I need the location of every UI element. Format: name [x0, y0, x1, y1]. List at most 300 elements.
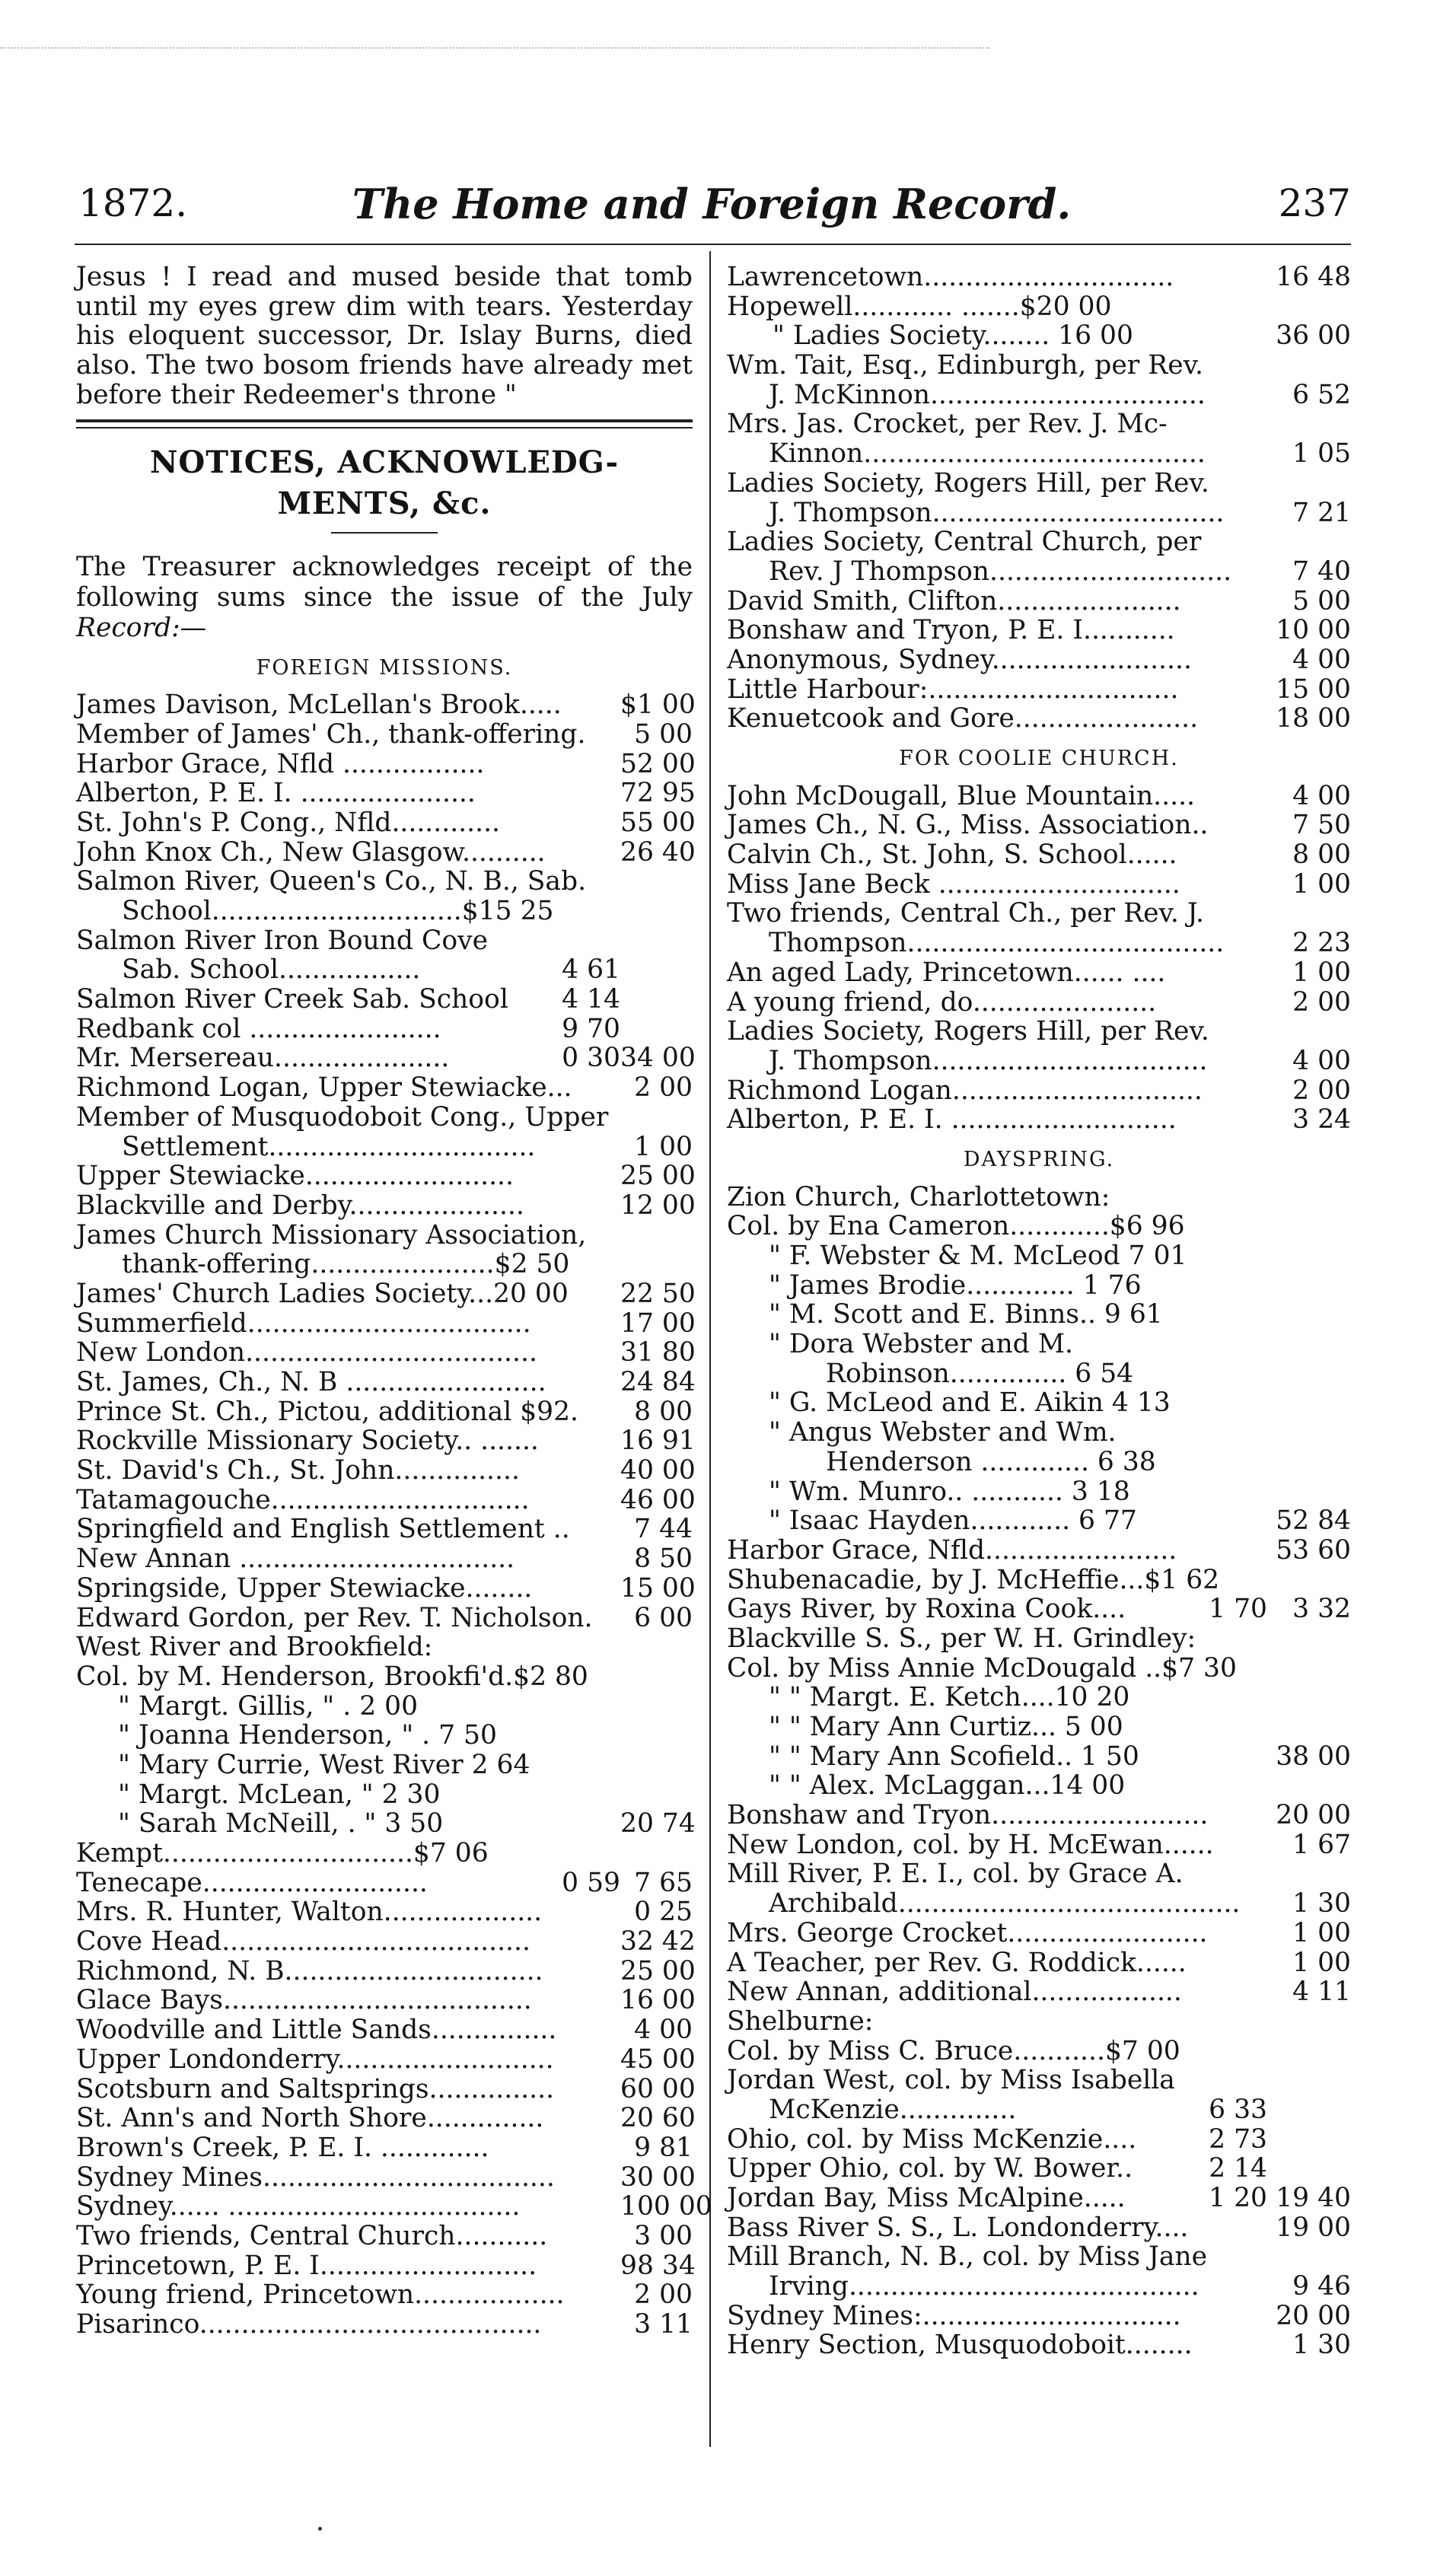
entry-text: Edward Gordon, per Rev. T. Nicholson.	[76, 1602, 593, 1633]
treasurer-text: The Treasurer acknowledges receipt of the following sums since the issue of the July	[76, 551, 693, 613]
entry-text: " Wm. Munro.. ........... 3 18	[769, 1476, 1130, 1507]
total-amount: 4 00	[1292, 1045, 1351, 1076]
total-amount: 1 67	[1292, 1829, 1351, 1860]
total-amount: 1 30	[1292, 1888, 1351, 1919]
total-amount: 3 00	[634, 2220, 693, 2251]
ledger-row	[727, 1683, 1351, 1712]
total-amount: 1 30	[1292, 2330, 1351, 2361]
ledger-row	[76, 2133, 693, 2163]
ledger-row	[76, 1190, 696, 1221]
ledger-row	[727, 292, 1351, 322]
treasurer-statement	[76, 552, 693, 643]
subtotal-amount: 0 59	[562, 1867, 620, 1898]
ledger-row	[727, 1624, 1351, 1654]
ledger-row	[727, 587, 1351, 616]
ledger-row	[76, 1926, 696, 1958]
entry-text: James' Church Ladies Society...20 00	[76, 1278, 569, 1309]
entry-text: Ladies Society, Rogers Hill, per Rev.	[727, 1016, 1209, 1047]
ledger-row	[727, 1212, 1351, 1241]
ledger-row	[727, 2184, 1351, 2213]
record-italic: Record:—	[76, 612, 207, 643]
total-amount: 1 00	[1292, 1947, 1351, 1978]
stray-mark	[318, 2527, 322, 2531]
entry-text: Brown's Creek, P. E. I. .............	[76, 2132, 489, 2163]
ledger-row	[727, 499, 1351, 528]
ledger-row	[76, 2310, 693, 2340]
notices-title-line1: NOTICES, ACKNOWLEDG-	[149, 444, 620, 480]
ledger-row	[727, 675, 1351, 705]
entry-text: Scotsburn and Saltsprings...............	[76, 2073, 555, 2104]
ledger-row	[727, 1047, 1351, 1076]
entry-text: Irving..........................................	[769, 2271, 1200, 2302]
total-amount: 20 74	[620, 1808, 696, 1840]
entry-text: Anonymous, Sydney........................	[727, 644, 1192, 675]
intro-paragraph	[76, 263, 693, 410]
total-amount: 3 32	[1292, 1594, 1351, 1625]
ledger-row	[76, 2191, 712, 2222]
ledger-row	[76, 1604, 693, 1633]
entry-text: " Angus Webster and Wm.	[769, 1417, 1117, 1448]
total-amount: 0 25	[634, 1897, 693, 1928]
ledger-row	[727, 929, 1351, 958]
entry-text: St. James, Ch., N. B ........................	[76, 1367, 546, 1398]
entry-text: New London, col. by H. McEwan......	[727, 1829, 1214, 1860]
scan-artifact	[0, 47, 989, 65]
total-amount: $1 00	[620, 690, 696, 721]
entry-text: Tenecape...........................	[76, 1867, 428, 1898]
total-amount: 1 00	[634, 1131, 693, 1162]
ledger-row	[727, 2242, 1351, 2272]
ledger-row	[76, 807, 696, 838]
ledger-row	[76, 1221, 693, 1250]
entry-text: Bass River S. S., L. Londonderry....	[727, 2212, 1189, 2243]
right-column	[727, 263, 1351, 2360]
total-amount: 20 00	[1276, 2300, 1351, 2331]
total-amount: 12 00	[620, 1190, 696, 1221]
total-amount: 26 40	[620, 836, 696, 868]
entry-text: Jordan West, col. by Miss Isabella	[727, 2065, 1175, 2096]
total-amount: 60 00	[620, 2073, 696, 2104]
entry-text: Henry Section, Musquodoboit........	[727, 2330, 1193, 2361]
entry-text: St. John's P. Cong., Nfld.............	[76, 807, 501, 838]
subtotal-amount: 2 14	[1209, 2153, 1267, 2184]
entry-text: Kenuetcook and Gore......................	[727, 703, 1199, 734]
total-amount: 1 00	[1292, 868, 1351, 900]
entry-text: Mill River, P. E. I., col. by Grace A.	[727, 1859, 1184, 1890]
ledger-row	[727, 527, 1351, 557]
entry-text: Mrs. George Crocket........................	[727, 1917, 1208, 1948]
entry-text: Kinnon.........................................	[769, 438, 1206, 470]
entry-text: Woodville and Little Sands...............	[76, 2015, 557, 2046]
total-amount: 72 95	[620, 778, 696, 809]
total-amount: 22 50	[620, 1278, 696, 1309]
total-amount: 53 60	[1276, 1534, 1351, 1566]
entry-text: " Dora Webster and M.	[769, 1329, 1074, 1360]
total-amount: 45 00	[620, 2044, 696, 2075]
ledger-row	[727, 645, 1351, 675]
entry-text: Two friends, Central Church...........	[76, 2220, 548, 2251]
entry-text: James Ch., N. G., Miss. Association..	[727, 810, 1209, 841]
total-amount: 2 00	[1292, 986, 1351, 1018]
ledger-row	[727, 2095, 1351, 2125]
entry-text: Pisarinco.........................................	[76, 2309, 542, 2340]
subtotal-amount: 6 33	[1209, 2094, 1267, 2125]
ledger-row	[76, 2103, 696, 2134]
ledger-row	[76, 836, 696, 868]
total-amount: 2 23	[1292, 928, 1351, 959]
ledger-row	[727, 1076, 1351, 1106]
ledger-row	[727, 1183, 1351, 1212]
total-amount: 8 50	[634, 1544, 693, 1575]
entry-text: Shelburne:	[727, 2005, 874, 2037]
entry-text: " Margt. Gillis, " . 2 00	[118, 1690, 419, 1722]
total-amount: 40 00	[620, 1455, 696, 1486]
ledger-row	[76, 1955, 696, 1986]
total-amount: 7 65	[634, 1867, 693, 1898]
entry-text: Mill Branch, N. B., col. by Miss Jane	[727, 2241, 1208, 2273]
entry-text: Mrs. R. Hunter, Walton...................	[76, 1897, 543, 1928]
subtotal-amount: 1 70	[1209, 1594, 1267, 1625]
entry-text: Alberton, P. E. I. ...........................	[727, 1104, 1177, 1136]
notices-title-line2: MENTS, &c.	[277, 485, 492, 521]
ledger-row	[76, 1426, 696, 1457]
entry-text: Member of Musquodoboit Cong., Upper	[76, 1101, 609, 1133]
entry-text: Calvin Ch., St. John, S. School......	[727, 839, 1177, 871]
entry-text: Little Harbour:..............................	[727, 674, 1179, 705]
section-heading-foreign-missions: FOREIGN MISSIONS.	[256, 655, 513, 680]
entry-text: Lawrencetown..............................	[727, 262, 1174, 292]
ledger-row	[76, 1455, 696, 1486]
entry-text: School..............................$15 25	[122, 896, 554, 927]
total-amount: 100 00	[620, 2191, 712, 2222]
entry-text: David Smith, Clifton......................	[727, 585, 1181, 616]
ledger-row	[76, 1367, 696, 1398]
entry-text: " " Margt. E. Ketch....10 20	[769, 1682, 1130, 1713]
ledger-row	[727, 1271, 1351, 1301]
ledger-row	[76, 1692, 693, 1722]
total-amount: 6 00	[634, 1602, 693, 1633]
total-amount: 1 05	[1292, 438, 1351, 470]
total-amount: 20 60	[620, 2103, 696, 2134]
entry-text: " G. McLeod and E. Aikin 4 13	[769, 1387, 1171, 1419]
entry-text: Springfield and English Settlement ..	[76, 1514, 570, 1545]
total-amount: 55 00	[620, 807, 696, 838]
page-header	[72, 174, 1351, 234]
total-amount: 32 42	[620, 1926, 696, 1958]
notices-title	[76, 442, 693, 524]
subtotal-amount: 2 73	[1209, 2123, 1267, 2155]
entry-text: Wm. Tait, Esq., Edinburgh, per Rev.	[727, 350, 1203, 381]
total-amount: 34 00	[620, 1043, 696, 1074]
total-amount: 3 24	[1292, 1104, 1351, 1136]
ledger-row	[727, 1859, 1351, 1889]
subtotal-amount: 4 61	[562, 954, 620, 986]
entry-text: Bonshaw and Tryon, P. E. I...........	[727, 615, 1175, 646]
entry-text: A Teacher, per Rev. G. Roddick......	[727, 1947, 1187, 1978]
total-amount: 15 00	[620, 1572, 696, 1604]
entry-text: Mrs. Jas. Crocket, per Rev. J. Mc-	[727, 409, 1168, 440]
total-amount: 19 40	[1276, 2183, 1351, 2214]
ledger-row	[727, 2125, 1351, 2155]
total-amount: 52 84	[1276, 1505, 1351, 1537]
entry-text: Upper Ohio, col. by W. Bower..	[727, 2153, 1133, 2184]
subtotal-amount: 9 70	[562, 1013, 620, 1044]
total-amount: 8 00	[1292, 839, 1351, 871]
total-amount: 2 00	[634, 1072, 693, 1104]
ledger-row	[727, 1594, 1351, 1624]
ledger-row	[76, 926, 693, 956]
total-amount: 4 00	[634, 2015, 693, 2046]
entry-text: Sydney...... ...................................	[76, 2191, 521, 2222]
total-amount: 6 52	[1292, 379, 1351, 410]
entry-text: Rev. J Thompson.............................	[769, 556, 1232, 587]
ledger-row	[76, 1161, 696, 1192]
entry-text: J. McKinnon.................................	[769, 379, 1206, 410]
total-amount: 10 00	[1276, 615, 1351, 646]
ledger-row	[76, 720, 693, 750]
entry-text: Upper Londonderry..........................	[76, 2044, 554, 2075]
ledger-row	[76, 985, 693, 1015]
ledger-row	[727, 1712, 1351, 1742]
entry-text: Harbor Grace, Nfld .................	[76, 748, 485, 779]
entry-text: Sab. School.................	[122, 954, 421, 986]
total-amount: 4 00	[1292, 780, 1351, 811]
ledger-row	[76, 1662, 693, 1692]
ledger-row	[727, 2007, 1351, 2037]
entry-text: Ladies Society, Rogers Hill, per Rev.	[727, 467, 1209, 499]
ledger-row	[76, 1839, 693, 1868]
ledger-row	[76, 955, 693, 985]
entry-text: Salmon River Iron Bound Cove	[76, 925, 489, 956]
entry-text: Member of James' Ch., thank-offering.	[76, 718, 586, 750]
entry-text: Richmond Logan..............................	[727, 1075, 1203, 1106]
entry-text: John McDougall, Blue Mountain.....	[727, 780, 1196, 811]
total-amount: 8 00	[634, 1396, 693, 1427]
double-rule	[76, 419, 693, 428]
total-amount: 17 00	[620, 1308, 696, 1339]
ledger-row	[727, 1330, 1351, 1359]
total-amount: 18 00	[1276, 703, 1351, 734]
total-amount: 2 00	[634, 2279, 693, 2311]
entry-text: Tatamagouche...............................	[76, 1484, 530, 1515]
entry-text: Two friends, Central Ch., per Rev. J.	[727, 898, 1204, 929]
entry-text: Kempt..............................$7 06	[76, 1838, 489, 1869]
entry-text: New London...................................	[76, 1337, 537, 1368]
entry-text: " F. Webster & M. McLeod 7 01	[769, 1241, 1187, 1272]
entry-text: Archibald.........................................	[769, 1888, 1241, 1919]
ledger-row	[76, 778, 696, 809]
ledger-row	[76, 1133, 693, 1162]
entry-text: Salmon River Creek Sab. School	[76, 984, 508, 1015]
dayspring-list	[727, 1183, 1351, 2361]
entry-text: Col. by Ena Cameron............$6 96	[727, 1211, 1185, 1242]
ledger-row	[76, 690, 696, 721]
entry-text: Henderson ............. 6 38	[826, 1446, 1156, 1477]
ledger-row	[727, 1536, 1351, 1566]
total-amount: 7 21	[1292, 497, 1351, 528]
ledger-row	[76, 1751, 693, 1780]
entry-text: " Sarah McNeill, . " 3 50	[118, 1808, 444, 1840]
intro-text: Jesus ! I read and mused beside that tomb until my eyes grew dim with tears. Yesterday his eloquent successor, Dr. Islay Burns, died also. The two bosom friends have already met before their Redeemer's throne "	[76, 262, 693, 410]
entry-text: James Church Missionary Association,	[76, 1219, 587, 1250]
left-column	[76, 262, 712, 2340]
subtotal-amount: 4 14	[562, 984, 620, 1015]
entry-text: " " Alex. McLaggan...14 00	[769, 1770, 1126, 1802]
entry-text: Col. by Miss Annie McDougald ..$7 30	[727, 1652, 1237, 1684]
ledger-row	[727, 1448, 1351, 1477]
entry-text: Richmond Logan, Upper Stewiacke...	[76, 1072, 572, 1104]
ledger-row	[76, 2280, 693, 2310]
total-amount: 4 11	[1292, 1977, 1351, 2008]
ledger-row	[76, 2162, 696, 2193]
entry-text: " M. Scott and E. Binns.. 9 61	[769, 1299, 1163, 1330]
entry-text: thank-offering......................$2 50	[122, 1249, 570, 1280]
entry-text: Salmon River, Queen's Co., N. B., Sab.	[76, 866, 587, 897]
total-amount: 9 81	[634, 2132, 693, 2163]
entry-text: West River and Brookfield:	[76, 1632, 433, 1663]
entry-text: Prince St. Ch., Pictou, additional $92.	[76, 1396, 579, 1427]
entry-text: Harbor Grace, Nfld.......................	[727, 1534, 1177, 1566]
total-amount: 5 00	[634, 718, 693, 750]
ledger-row	[76, 1868, 693, 1898]
total-amount: 2 00	[1292, 1075, 1351, 1106]
entry-text: Col. by M. Henderson, Brookfi'd.$2 80	[76, 1661, 588, 1692]
entry-text: Robinson.............. 6 54	[826, 1358, 1134, 1389]
ledger-row	[727, 1654, 1351, 1684]
ledger-row	[76, 2073, 696, 2104]
subtotal-amount: 1 20	[1209, 2183, 1267, 2214]
total-amount: 5 00	[1292, 585, 1351, 616]
ledger-row	[727, 1566, 1351, 1595]
ledger-row	[727, 2330, 1351, 2360]
entry-text: St. Ann's and North Shore..............	[76, 2103, 544, 2134]
entry-text: Springside, Upper Stewiacke........	[76, 1572, 533, 1604]
entry-text: Gays River, by Roxina Cook....	[727, 1594, 1126, 1625]
ledger-row	[76, 1897, 693, 1927]
total-amount: 16 91	[620, 1426, 696, 1457]
entry-text: Princetown, P. E. I..........................	[76, 2250, 537, 2281]
ledger-row	[76, 1633, 693, 1662]
ledger-row	[727, 1418, 1351, 1448]
entry-text: Redbank col .......................	[76, 1013, 441, 1044]
ledger-row	[727, 321, 1351, 351]
ledger-row	[727, 616, 1351, 645]
ledger-row	[76, 1985, 696, 2016]
total-amount: 20 00	[1276, 1800, 1351, 1831]
section-heading-coolie-church: FOR COOLIE CHURCH.	[899, 747, 1179, 770]
ledger-row	[76, 2250, 696, 2281]
ledger-row	[727, 2066, 1351, 2095]
ledger-row	[76, 2222, 693, 2251]
ledger-row	[727, 263, 1351, 292]
entry-text: " Margt. McLean, " 2 30	[118, 1779, 441, 1810]
ledger-row	[727, 958, 1351, 988]
foreign-missions-list	[76, 690, 712, 2340]
ledger-row	[76, 1015, 693, 1044]
ledger-row	[727, 351, 1351, 381]
total-amount: 46 00	[620, 1484, 696, 1515]
entry-text: Shubenacadie, by J. McHeffie...$1 62	[727, 1564, 1220, 1595]
coolie-church-list	[727, 782, 1351, 1135]
total-amount: 15 00	[1276, 674, 1351, 705]
total-amount: 16 48	[1276, 262, 1351, 292]
total-amount: 25 00	[620, 1955, 696, 1986]
ledger-row	[76, 2015, 693, 2045]
ledger-row	[727, 2154, 1351, 2184]
entry-text: J. Thompson.................................	[769, 1045, 1208, 1076]
ledger-row	[727, 1742, 1351, 1772]
total-amount: 7 50	[1292, 810, 1351, 841]
entry-text: Sydney Mines...................................	[76, 2162, 555, 2193]
ledger-row	[727, 409, 1351, 439]
column-divider	[709, 251, 711, 2447]
continued-list	[727, 263, 1351, 734]
ledger-row	[727, 1948, 1351, 1978]
ledger-row	[76, 2044, 696, 2075]
ledger-row	[76, 1308, 696, 1339]
entry-text: Thompson......................................	[769, 928, 1225, 959]
entry-text: McKenzie..............	[769, 2094, 1017, 2125]
ledger-row	[727, 1801, 1351, 1830]
ledger-row	[727, 381, 1351, 410]
ledger-row	[727, 469, 1351, 499]
total-amount: 52 00	[620, 748, 696, 779]
ledger-row	[727, 811, 1351, 840]
ledger-row	[727, 1359, 1351, 1389]
entry-text: Zion Church, Charlottetown:	[727, 1181, 1110, 1212]
ledger-row	[727, 870, 1351, 900]
header-year: 1872.	[78, 181, 188, 225]
entry-text: " Isaac Hayden............ 6 77	[769, 1505, 1137, 1537]
entry-text: Alberton, P. E. I. .....................	[76, 778, 476, 809]
entry-text: " Joanna Henderson, " . 7 50	[118, 1720, 497, 1751]
total-amount: 1 00	[1292, 957, 1351, 988]
ledger-row	[76, 1073, 693, 1103]
entry-text: James Davison, McLellan's Brook.....	[76, 690, 562, 721]
ledger-row	[727, 840, 1351, 870]
entry-text: " James Brodie............. 1 76	[769, 1270, 1142, 1301]
entry-text: " Ladies Society........ 16 00	[773, 320, 1133, 352]
ledger-row	[727, 988, 1351, 1018]
ledger-row	[727, 439, 1351, 469]
total-amount: 98 34	[620, 2250, 696, 2281]
ledger-row	[76, 1278, 696, 1309]
entry-text: New Annan, additional..................	[727, 1977, 1182, 2008]
ledger-row	[727, 899, 1351, 929]
entry-text: Mr. Mersereau.....................	[76, 1043, 450, 1074]
ledger-row	[727, 2037, 1351, 2066]
entry-text: Blackville S. S., per W. H. Grindley:	[727, 1623, 1196, 1654]
ledger-row	[76, 1103, 693, 1133]
entry-text: Ladies Society, Central Church, per	[727, 527, 1202, 558]
ledger-row	[727, 2213, 1351, 2243]
entry-text: Bonshaw and Tryon..........................	[727, 1800, 1209, 1831]
entry-text: Ohio, col. by Miss McKenzie....	[727, 2123, 1137, 2155]
total-amount: 7 44	[634, 1514, 693, 1545]
total-amount: 36 00	[1276, 320, 1351, 352]
entry-text: Col. by Miss C. Bruce...........$7 00	[727, 2035, 1180, 2066]
entry-text: Cove Head.....................................	[76, 1926, 530, 1958]
total-amount: 31 80	[620, 1337, 696, 1368]
entry-text: Richmond, N. B...............................	[76, 1955, 543, 1986]
entry-text: Rockville Missionary Society.. .......	[76, 1426, 539, 1457]
total-amount: 30 00	[620, 2162, 696, 2193]
total-amount: 4 00	[1292, 644, 1351, 675]
ledger-row	[727, 1017, 1351, 1047]
ledger-row	[727, 704, 1351, 734]
ledger-row	[76, 1337, 696, 1368]
total-amount: 7 40	[1292, 556, 1351, 587]
